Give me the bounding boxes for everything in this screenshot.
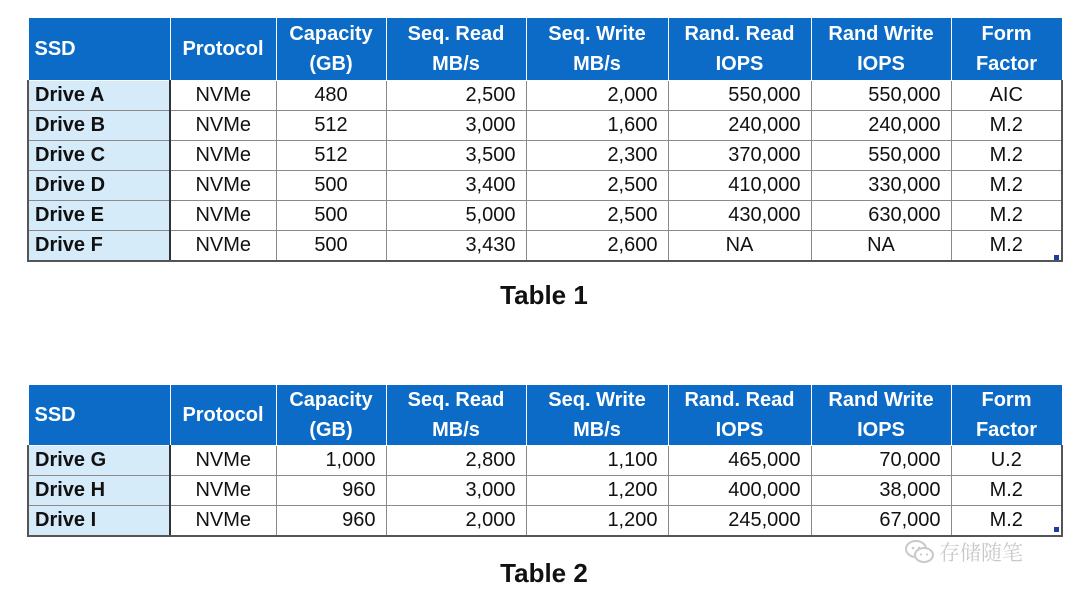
header-ssd: SSD <box>28 18 170 81</box>
protocol-cell: NVMe <box>170 171 276 201</box>
seq-write-cell: 2,300 <box>526 141 668 171</box>
form-factor-cell: M.2 <box>951 506 1062 537</box>
protocol-cell: NVMe <box>170 111 276 141</box>
table-2 <box>27 384 1063 537</box>
rand-read-cell: 400,000 <box>668 476 811 506</box>
capacity-cell: 960 <box>276 506 386 537</box>
header-capacity: Capacity (GB) <box>276 385 386 446</box>
table-row <box>28 111 1062 141</box>
protocol-cell: NVMe <box>170 506 276 537</box>
header-rand-write: Rand Write IOPS <box>811 18 951 81</box>
rand-write-cell: 70,000 <box>811 446 951 476</box>
seq-write-cell: 1,200 <box>526 476 668 506</box>
header-seq-write: Seq. Write MB/s <box>526 385 668 446</box>
rand-read-cell: 465,000 <box>668 446 811 476</box>
rand-write-cell: 550,000 <box>811 81 951 111</box>
drive-name-cell: Drive D <box>28 171 170 201</box>
protocol-cell: NVMe <box>170 81 276 111</box>
cell-resize-handle-icon <box>1054 527 1059 532</box>
header-rand-read: Rand. Read IOPS <box>668 18 811 81</box>
drive-name-cell: Drive G <box>28 446 170 476</box>
drive-name-cell: Drive A <box>28 81 170 111</box>
header-seq-read: Seq. Read MB/s <box>386 18 526 81</box>
form-factor-cell: M.2 <box>951 141 1062 171</box>
header-row <box>28 385 1062 446</box>
rand-write-cell: 330,000 <box>811 171 951 201</box>
seq-read-cell: 2,800 <box>386 446 526 476</box>
rand-write-cell: 38,000 <box>811 476 951 506</box>
watermark-text: 存储随笔 <box>939 542 1023 565</box>
protocol-cell: NVMe <box>170 231 276 262</box>
protocol-cell: NVMe <box>170 446 276 476</box>
seq-write-cell: 2,000 <box>526 81 668 111</box>
rand-read-cell: 550,000 <box>668 81 811 111</box>
form-factor-cell: M.2 <box>951 231 1062 262</box>
table-row <box>28 476 1062 506</box>
capacity-cell: 500 <box>276 201 386 231</box>
seq-read-cell: 3,400 <box>386 171 526 201</box>
table-row <box>28 231 1062 262</box>
drive-name-cell: Drive I <box>28 506 170 537</box>
rand-read-cell: 245,000 <box>668 506 811 537</box>
table-row <box>28 446 1062 476</box>
rand-read-cell: 430,000 <box>668 201 811 231</box>
header-rand-write: Rand Write IOPS <box>811 385 951 446</box>
rand-read-cell: 410,000 <box>668 171 811 201</box>
rand-read-cell: NA <box>668 231 811 262</box>
drive-name-cell: Drive H <box>28 476 170 506</box>
watermark <box>905 537 1023 567</box>
protocol-cell: NVMe <box>170 201 276 231</box>
table-1 <box>27 17 1063 262</box>
rand-write-cell: NA <box>811 231 951 262</box>
seq-write-cell: 2,500 <box>526 171 668 201</box>
table-row <box>28 171 1062 201</box>
protocol-cell: NVMe <box>170 141 276 171</box>
header-seq-read: Seq. Read MB/s <box>386 385 526 446</box>
capacity-cell: 500 <box>276 231 386 262</box>
header-ssd: SSD <box>28 385 170 446</box>
rand-write-cell: 240,000 <box>811 111 951 141</box>
form-factor-cell: M.2 <box>951 111 1062 141</box>
drive-name-cell: Drive F <box>28 231 170 262</box>
header-form-factor: Form Factor <box>951 18 1062 81</box>
seq-write-cell: 1,100 <box>526 446 668 476</box>
protocol-cell: NVMe <box>170 476 276 506</box>
form-factor-cell: AIC <box>951 81 1062 111</box>
drive-name-cell: Drive E <box>28 201 170 231</box>
seq-read-cell: 5,000 <box>386 201 526 231</box>
cell-resize-handle-icon <box>1054 255 1059 260</box>
seq-write-cell: 2,600 <box>526 231 668 262</box>
rand-write-cell: 67,000 <box>811 506 951 537</box>
table-row <box>28 201 1062 231</box>
header-form-factor: Form Factor <box>951 385 1062 446</box>
seq-read-cell: 2,500 <box>386 81 526 111</box>
table-row <box>28 506 1062 537</box>
seq-read-cell: 3,500 <box>386 141 526 171</box>
wechat-icon <box>905 539 935 565</box>
rand-write-cell: 630,000 <box>811 201 951 231</box>
table-row <box>28 81 1062 111</box>
seq-read-cell: 2,000 <box>386 506 526 537</box>
header-protocol: Protocol <box>170 18 276 81</box>
drive-name-cell: Drive C <box>28 141 170 171</box>
capacity-cell: 960 <box>276 476 386 506</box>
header-seq-write: Seq. Write MB/s <box>526 18 668 81</box>
rand-read-cell: 370,000 <box>668 141 811 171</box>
seq-write-cell: 1,600 <box>526 111 668 141</box>
seq-read-cell: 3,430 <box>386 231 526 262</box>
drive-name-cell: Drive B <box>28 111 170 141</box>
capacity-cell: 500 <box>276 171 386 201</box>
table-1-caption: Table 1 <box>500 280 588 310</box>
capacity-cell: 1,000 <box>276 446 386 476</box>
capacity-cell: 512 <box>276 111 386 141</box>
rand-write-cell: 550,000 <box>811 141 951 171</box>
rand-read-cell: 240,000 <box>668 111 811 141</box>
capacity-cell: 512 <box>276 141 386 171</box>
form-factor-cell: U.2 <box>951 446 1062 476</box>
header-rand-read: Rand. Read IOPS <box>668 385 811 446</box>
table-2-caption: Table 2 <box>500 558 588 588</box>
form-factor-cell: M.2 <box>951 476 1062 506</box>
capacity-cell: 480 <box>276 81 386 111</box>
seq-write-cell: 1,200 <box>526 506 668 537</box>
form-factor-cell: M.2 <box>951 201 1062 231</box>
seq-read-cell: 3,000 <box>386 111 526 141</box>
seq-read-cell: 3,000 <box>386 476 526 506</box>
form-factor-cell: M.2 <box>951 171 1062 201</box>
header-capacity: Capacity (GB) <box>276 18 386 81</box>
seq-write-cell: 2,500 <box>526 201 668 231</box>
header-row <box>28 18 1062 81</box>
header-protocol: Protocol <box>170 385 276 446</box>
table-row <box>28 141 1062 171</box>
